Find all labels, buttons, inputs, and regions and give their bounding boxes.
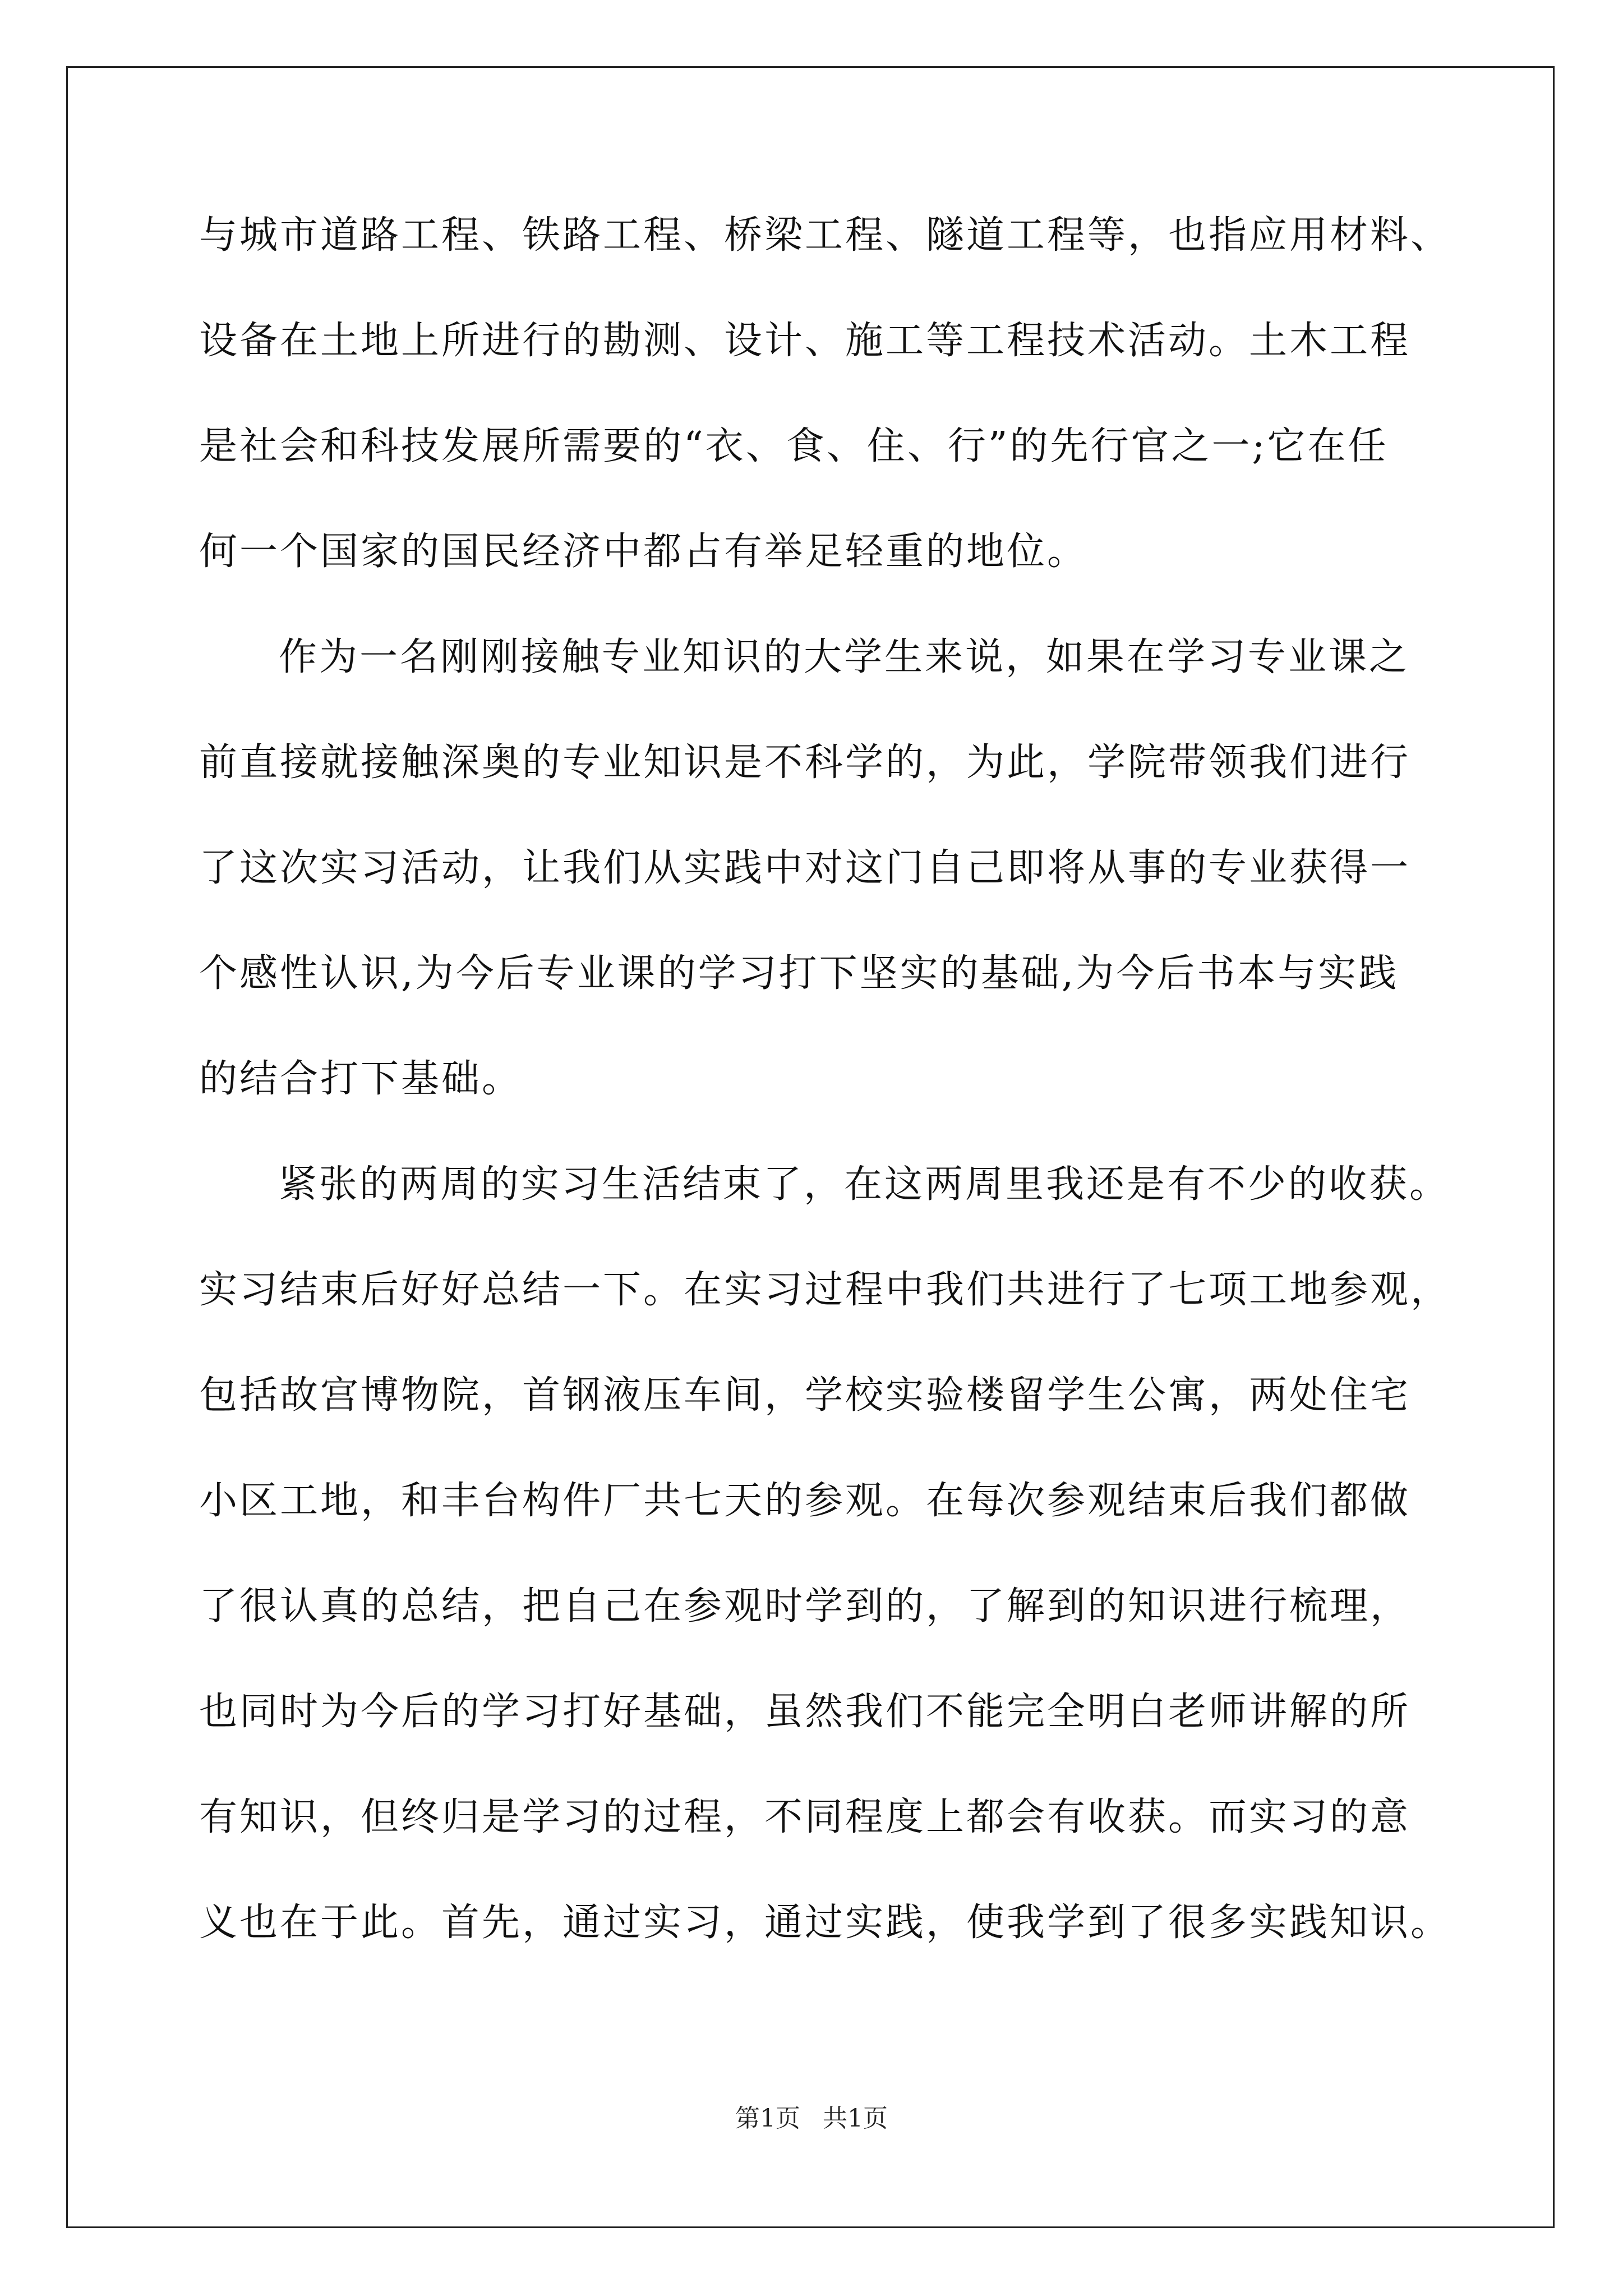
text-line: 与城市道路工程、铁路工程、桥梁工程、隧道工程等，也指应用材料、: [199, 213, 1451, 257]
text-line: 设备在土地上所进行的勘测、设计、施工等工程技术活动。土木工程: [199, 319, 1411, 363]
text-line: 义也在于此。首先，通过实习，通过实践，使我学到了很多实践知识。: [199, 1901, 1451, 1945]
page-number-current: 第1页: [735, 2104, 800, 2133]
page-footer: [0, 2104, 1623, 2134]
text-line: 小区工地，和丰台构件厂共七天的参观。在每次参观结束后我们都做: [199, 1479, 1411, 1523]
text-line: 的结合打下基础。: [199, 1057, 523, 1101]
text-line: 也同时为今后的学习打好基础，虽然我们不能完全明白老师讲解的所: [199, 1690, 1411, 1734]
page-number-total: 共1页: [823, 2104, 888, 2133]
text-line: 包括故宫博物院，首钢液压车间，学校实验楼留学生公寓，两处住宅: [199, 1373, 1411, 1418]
text-line: 何一个国家的国民经济中都占有举足轻重的地位。: [199, 530, 1088, 574]
paragraph-first-line: 作为一名刚刚接触专业知识的大学生来说，如果在学习专业课之: [279, 635, 1410, 679]
text-line: 了很认真的总结，把自己在参观时学到的，了解到的知识进行梳理，: [199, 1584, 1411, 1628]
paragraph-first-line: 紧张的两周的实习生活结束了，在这两周里我还是有不少的收获。: [279, 1162, 1450, 1207]
text-line: 实习结束后好好总结一下。在实习过程中我们共进行了七项工地参观，: [199, 1268, 1451, 1312]
text-line: 了这次实习活动，让我们从实践中对这门自己即将从事的专业获得一: [199, 846, 1411, 890]
text-line: 有知识，但终归是学习的过程，不同程度上都会有收获。而实习的意: [199, 1795, 1411, 1839]
text-line: 个感性认识,为今后专业课的学习打下坚实的基础,为今后书本与实践: [199, 951, 1399, 996]
text-line: 是社会和科技发展所需要的“衣、食、住、行”的先行官之一;它在任: [199, 424, 1389, 468]
text-line: 前直接就接触深奥的专业知识是不科学的，为此，学院带领我们进行: [199, 740, 1411, 785]
